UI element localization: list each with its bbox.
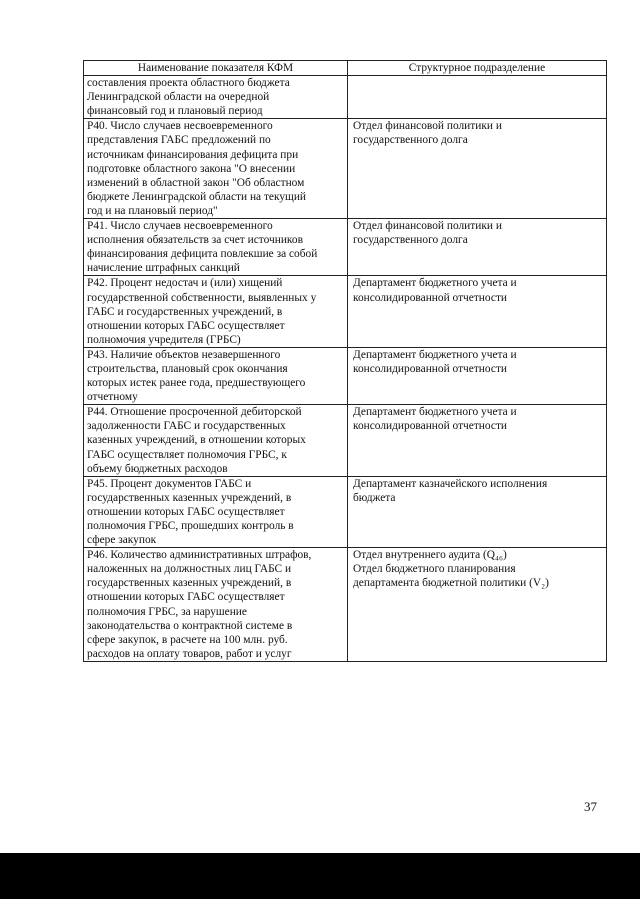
table-row bbox=[84, 548, 607, 662]
department-text: Департамент бюджетного учета и консолидированной отчетности bbox=[353, 406, 517, 433]
table-header bbox=[84, 61, 607, 76]
indicator-cell bbox=[84, 219, 348, 276]
indicator-text: Р42. Процент недостач и (или) хищений государственной собственности, выявленных у ГАБС и государственных учреждений, в отношении которых ГАБС осуществляет полномочия учредителя (ГРБС) bbox=[87, 277, 317, 346]
department-cell bbox=[348, 548, 607, 662]
department-text: Отдел финансовой политики и государственного долга bbox=[353, 120, 502, 147]
indicator-text: составления проекта областного бюджета Ленинградской области на очередной финансовый год и плановый период bbox=[87, 77, 290, 118]
scan-bottom-border bbox=[0, 853, 640, 899]
indicator-text: Р46. Количество административных штрафов, наложенных на должностных лиц ГАБС и государственных казенных учреждений, в отношении которых ГАБС осуществляет полномочия ГРБС, за нарушение законодательства о контрактной системе в сфере закупок, в расчете на 100 млн. руб. расходов на оплату товаров, работ и услуг bbox=[87, 549, 312, 660]
department-text: Отдел финансовой политики и государственного долга bbox=[353, 220, 502, 247]
page-number: 37 bbox=[584, 799, 597, 814]
department-text: Департамент бюджетного учета и консолидированной отчетности bbox=[353, 277, 517, 304]
table-body bbox=[84, 76, 607, 662]
indicator-cell bbox=[84, 405, 348, 476]
department-cell bbox=[348, 119, 607, 219]
department-text: Департамент бюджетного учета и консолидированной отчетности bbox=[353, 348, 517, 375]
department-text: Департамент казначейского исполнения бюджета bbox=[353, 477, 548, 504]
table-row bbox=[84, 276, 607, 347]
indicator-text: Р44. Отношение просроченной дебиторской задолженности ГАБС и государственных казенных учреждений, в отношении которых ГАБС осуществляет полномочия ГРБС, к объему бюджетных расходов bbox=[87, 406, 306, 475]
indicator-text: Р45. Процент документов ГАБС и государственных казенных учреждений, в отношении которых ГАБС осуществляет полномочия ГРБС, прошедших контроль в сфере закупок bbox=[87, 477, 294, 547]
department-cell bbox=[348, 405, 607, 476]
indicator-column-header: Наименование показателя КФМ bbox=[84, 61, 348, 76]
department-cell bbox=[348, 219, 607, 276]
indicator-cell bbox=[84, 347, 348, 404]
indicator-cell bbox=[84, 548, 348, 662]
table-row bbox=[84, 476, 607, 547]
department-cell bbox=[348, 276, 607, 347]
indicator-text: Р40. Число случаев несвоевременного представления ГАБС предложений по источникам финансирования дефицита при подготовке областного закона "О внесении изменений в областной закон "Об областном бюджете Ленинградской области на текущий год и на плановый период" bbox=[87, 120, 307, 217]
indicator-cell bbox=[84, 276, 348, 347]
department-cell bbox=[348, 347, 607, 404]
department-text: Отдел внутреннего аудита (Q₄₆) Отдел бюджетного планирования департамента бюджетной политики (V₂) bbox=[353, 549, 549, 590]
department-column-header: Структурное подразделение bbox=[348, 61, 607, 76]
indicator-text: Р41. Число случаев несвоевременного исполнения обязательств за счет источников финансирования дефицита повлекшие за собой начисление штрафных санкций bbox=[87, 220, 318, 275]
table-row bbox=[84, 347, 607, 404]
table-row bbox=[84, 219, 607, 276]
table-row bbox=[84, 76, 607, 119]
indicator-cell bbox=[84, 119, 348, 219]
indicators-table bbox=[83, 60, 607, 662]
indicator-text: Р43. Наличие объектов незавершенного строительства, плановый срок окончания которых истек ранее года, предшествующего отчетному bbox=[87, 348, 306, 404]
table-row bbox=[84, 119, 607, 219]
department-cell bbox=[348, 76, 607, 119]
indicator-cell bbox=[84, 476, 348, 547]
header-row bbox=[84, 61, 607, 76]
department-cell bbox=[348, 476, 607, 547]
indicator-cell bbox=[84, 76, 348, 119]
table-row bbox=[84, 405, 607, 476]
